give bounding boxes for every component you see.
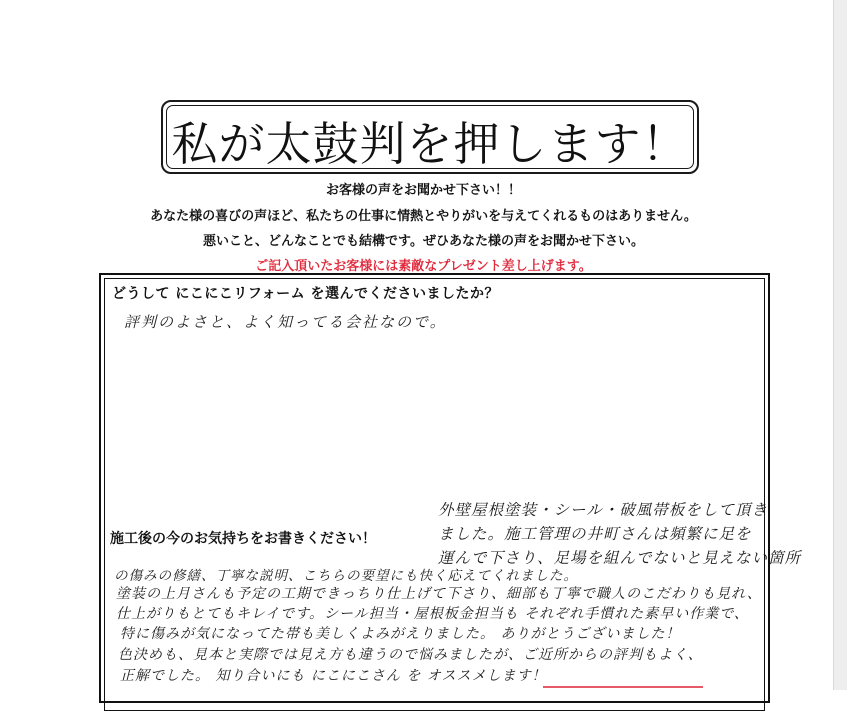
intro-line-3: 悪いこと、どんなことでも結構です。ぜひあなた様の声をお聞かせ下さい。 <box>203 234 644 249</box>
question-1-answer: 評判のよさと、よく知ってる会社なので。 <box>124 313 447 331</box>
question-2-label: 施工後の今のお気持ちをお書きください！ <box>110 531 376 547</box>
intro-line-1: お客様の声をお聞かせ下さい！！ <box>325 183 521 198</box>
cut-off-red-text <box>543 686 703 692</box>
answer-line-6: 正解でした。 知り合いにも にこにこさん を オススメします！ <box>120 668 547 684</box>
answer-right-line-3: 運んで下さり、足場を組んでないと見えない箇所 <box>438 549 802 567</box>
answer-line-3: 仕上がりもとてもキレイです。シール担当・屋根板金担当も それぞれ手慣れた素早い作業で、 <box>116 606 749 622</box>
answer-line-1: の傷みの修繕、丁寧な説明、こちらの要望にも快く応えてくれました。 <box>114 568 578 584</box>
answer-right-line-2: ました。施工管理の井町さんは頻繁に足を <box>438 525 752 543</box>
present-notice: ご記入頂いたお客様には素敵なプレゼント差し上げます。 <box>255 259 592 274</box>
scrollbar[interactable] <box>833 0 847 690</box>
title-frame <box>161 100 699 174</box>
intro-line-2: あなた様の喜びの声ほど、私たちの仕事に情熱とやりがいを与えてくれるものはありません。 <box>150 209 697 224</box>
question-1-label: どうして にこにこリフォーム を選んでくださいましたか？ <box>112 286 500 302</box>
answer-line-5: 色決めも、見本と実際では見え方も違うので悩みましたが、ご近所からの評判もよく、 <box>118 647 703 663</box>
answer-line-4: 特に傷みが気になってた帯も美しくよみがえりました。 ありがとうございました！ <box>120 626 681 642</box>
answer-right-line-1: 外壁屋根塗装・シール・破風帯板をして頂き <box>438 501 768 519</box>
answer-line-2: 塗装の上月さんも予定の工期できっちり仕上げて下さり、細部も丁寧で職人のこだわりも見れ、 <box>116 586 762 602</box>
page-title: 私が太鼓判を押します！ <box>171 117 689 171</box>
